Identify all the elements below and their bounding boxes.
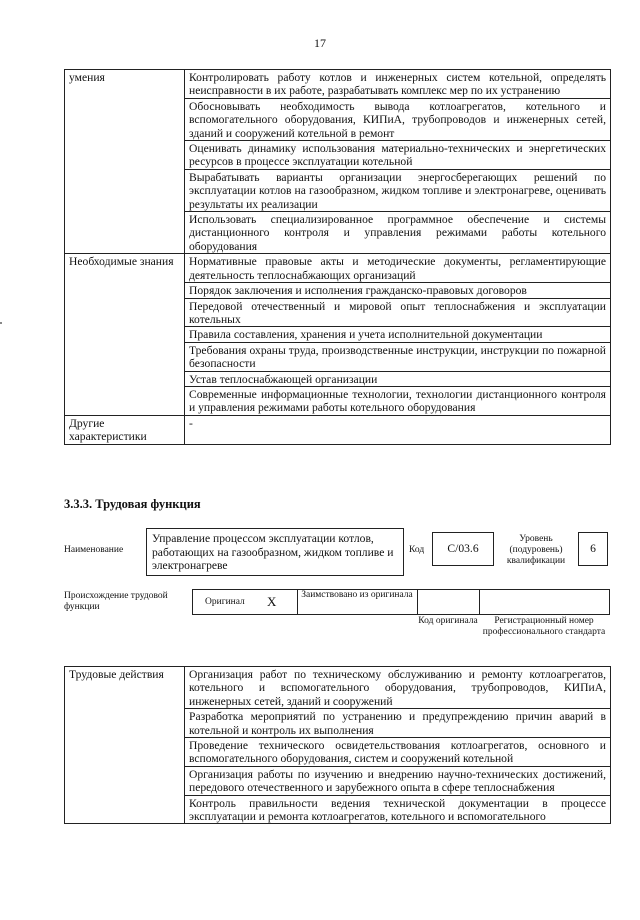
code-caption: Код оригинала <box>418 616 478 626</box>
table-row <box>65 70 611 99</box>
divider <box>417 590 418 614</box>
knowledge-item: Устав теплоснабжающей организации <box>185 371 611 386</box>
row-label-skills: умения <box>65 70 185 254</box>
table-row <box>65 667 611 709</box>
divider <box>297 590 298 614</box>
knowledge-item: Требования охраны труда, производственные инструкции, инструкции по пожарной безопасности <box>185 342 611 371</box>
labor-actions-table <box>64 666 611 824</box>
origin-label: Происхождение трудовой функции <box>64 591 168 612</box>
row-label-actions: Трудовые действия <box>65 667 185 824</box>
skill-item: Оценивать динамику использования материально-технических и энергетических ресурсов в процессе эксплуатации котельной <box>185 141 611 170</box>
other-item: - <box>185 415 611 444</box>
table-row <box>65 254 611 283</box>
knowledge-item: Современные информационные технологии, технологии дистанционного контроля и управления режимами работы котельного оборудования <box>185 386 611 415</box>
knowledge-item: Правила составления, хранения и учета исполнительной документации <box>185 327 611 342</box>
original-label: Оригинал <box>205 597 245 607</box>
knowledge-item: Передовой отечественный и мировой опыт теплоснабжения и эксплуатации котельных <box>185 298 611 327</box>
borrowed-label: Заимствовано из оригинала <box>301 590 413 600</box>
action-item: Разработка мероприятий по устранению и предупреждению причин аварий в котельной и контроль их выполнения <box>185 709 611 738</box>
skills-knowledge-table <box>64 69 611 445</box>
original-mark: X <box>267 594 277 609</box>
action-item: Контроль правильности ведения технической документации в процессе эксплуатации и ремонта котлоагрегатов, котельного и вспомогательного <box>185 795 611 824</box>
level-label: Уровень (подуровень) квалификации <box>506 534 566 566</box>
level-value-box: 6 <box>578 532 608 566</box>
origin-row <box>192 589 610 615</box>
action-item: Организация работы по изучению и внедрению научно-технических достижений, передового отечественного и зарубежного опыта в сфере теплоснабжения <box>185 766 611 795</box>
reg-number-caption: Регистрационный номер профессионального стандарта <box>482 616 606 637</box>
function-code-box: C/03.6 <box>432 532 494 566</box>
knowledge-item: Нормативные правовые акты и методические документы, регламентирующие деятельность теплоснабжающих организаций <box>185 254 611 283</box>
skill-item: Контролировать работу котлов и инженерных систем котельной, определять неисправности в их работе, разрабатывать комплекс мер по их устранению <box>185 70 611 99</box>
knowledge-item: Порядок заключения и исполнения гражданско-правовых договоров <box>185 283 611 298</box>
section-title: 3.3.3. Трудовая функция <box>64 497 201 511</box>
page-number: 17 <box>314 36 326 50</box>
action-item: Организация работ по техническому обслуживанию и ремонту котлоагрегатов, котельного и вспомогательного оборудования, трубопроводов, КИПиА, инженерных сетей, зданий и сооружений <box>185 667 611 709</box>
row-label-knowledge: Необходимые знания <box>65 254 185 415</box>
skill-item: Обосновывать необходимость вывода котлоагрегатов, котельного и вспомогательного оборудования, КИПиА, трубопроводов и инженерных сетей, зданий и сооружений котельной в ремонт <box>185 98 611 140</box>
name-label: Наименование <box>64 545 124 555</box>
skill-item: Вырабатывать варианты организации энергосберегающих решений по эксплуатации котлов на газообразном, жидком топливе и электронагреве, оценивать результаты их реализации <box>185 169 611 211</box>
function-name-box: Управление процессом эксплуатации котлов, работающих на газообразном, жидком топливе и электронагреве <box>146 528 404 576</box>
action-item: Проведение технического освидетельствования котлоагрегатов, основного и вспомогательного оборудования, систем и сооружений котельной <box>185 738 611 767</box>
row-label-other: Другие характеристики <box>65 415 185 444</box>
divider <box>479 590 480 614</box>
code-label: Код <box>409 545 425 555</box>
scan-speck <box>0 322 2 324</box>
skill-item: Использовать специализированное программное обеспечение и системы дистанционного контроля и управления режимами работы котельного оборудования <box>185 212 611 254</box>
table-row <box>65 415 611 444</box>
